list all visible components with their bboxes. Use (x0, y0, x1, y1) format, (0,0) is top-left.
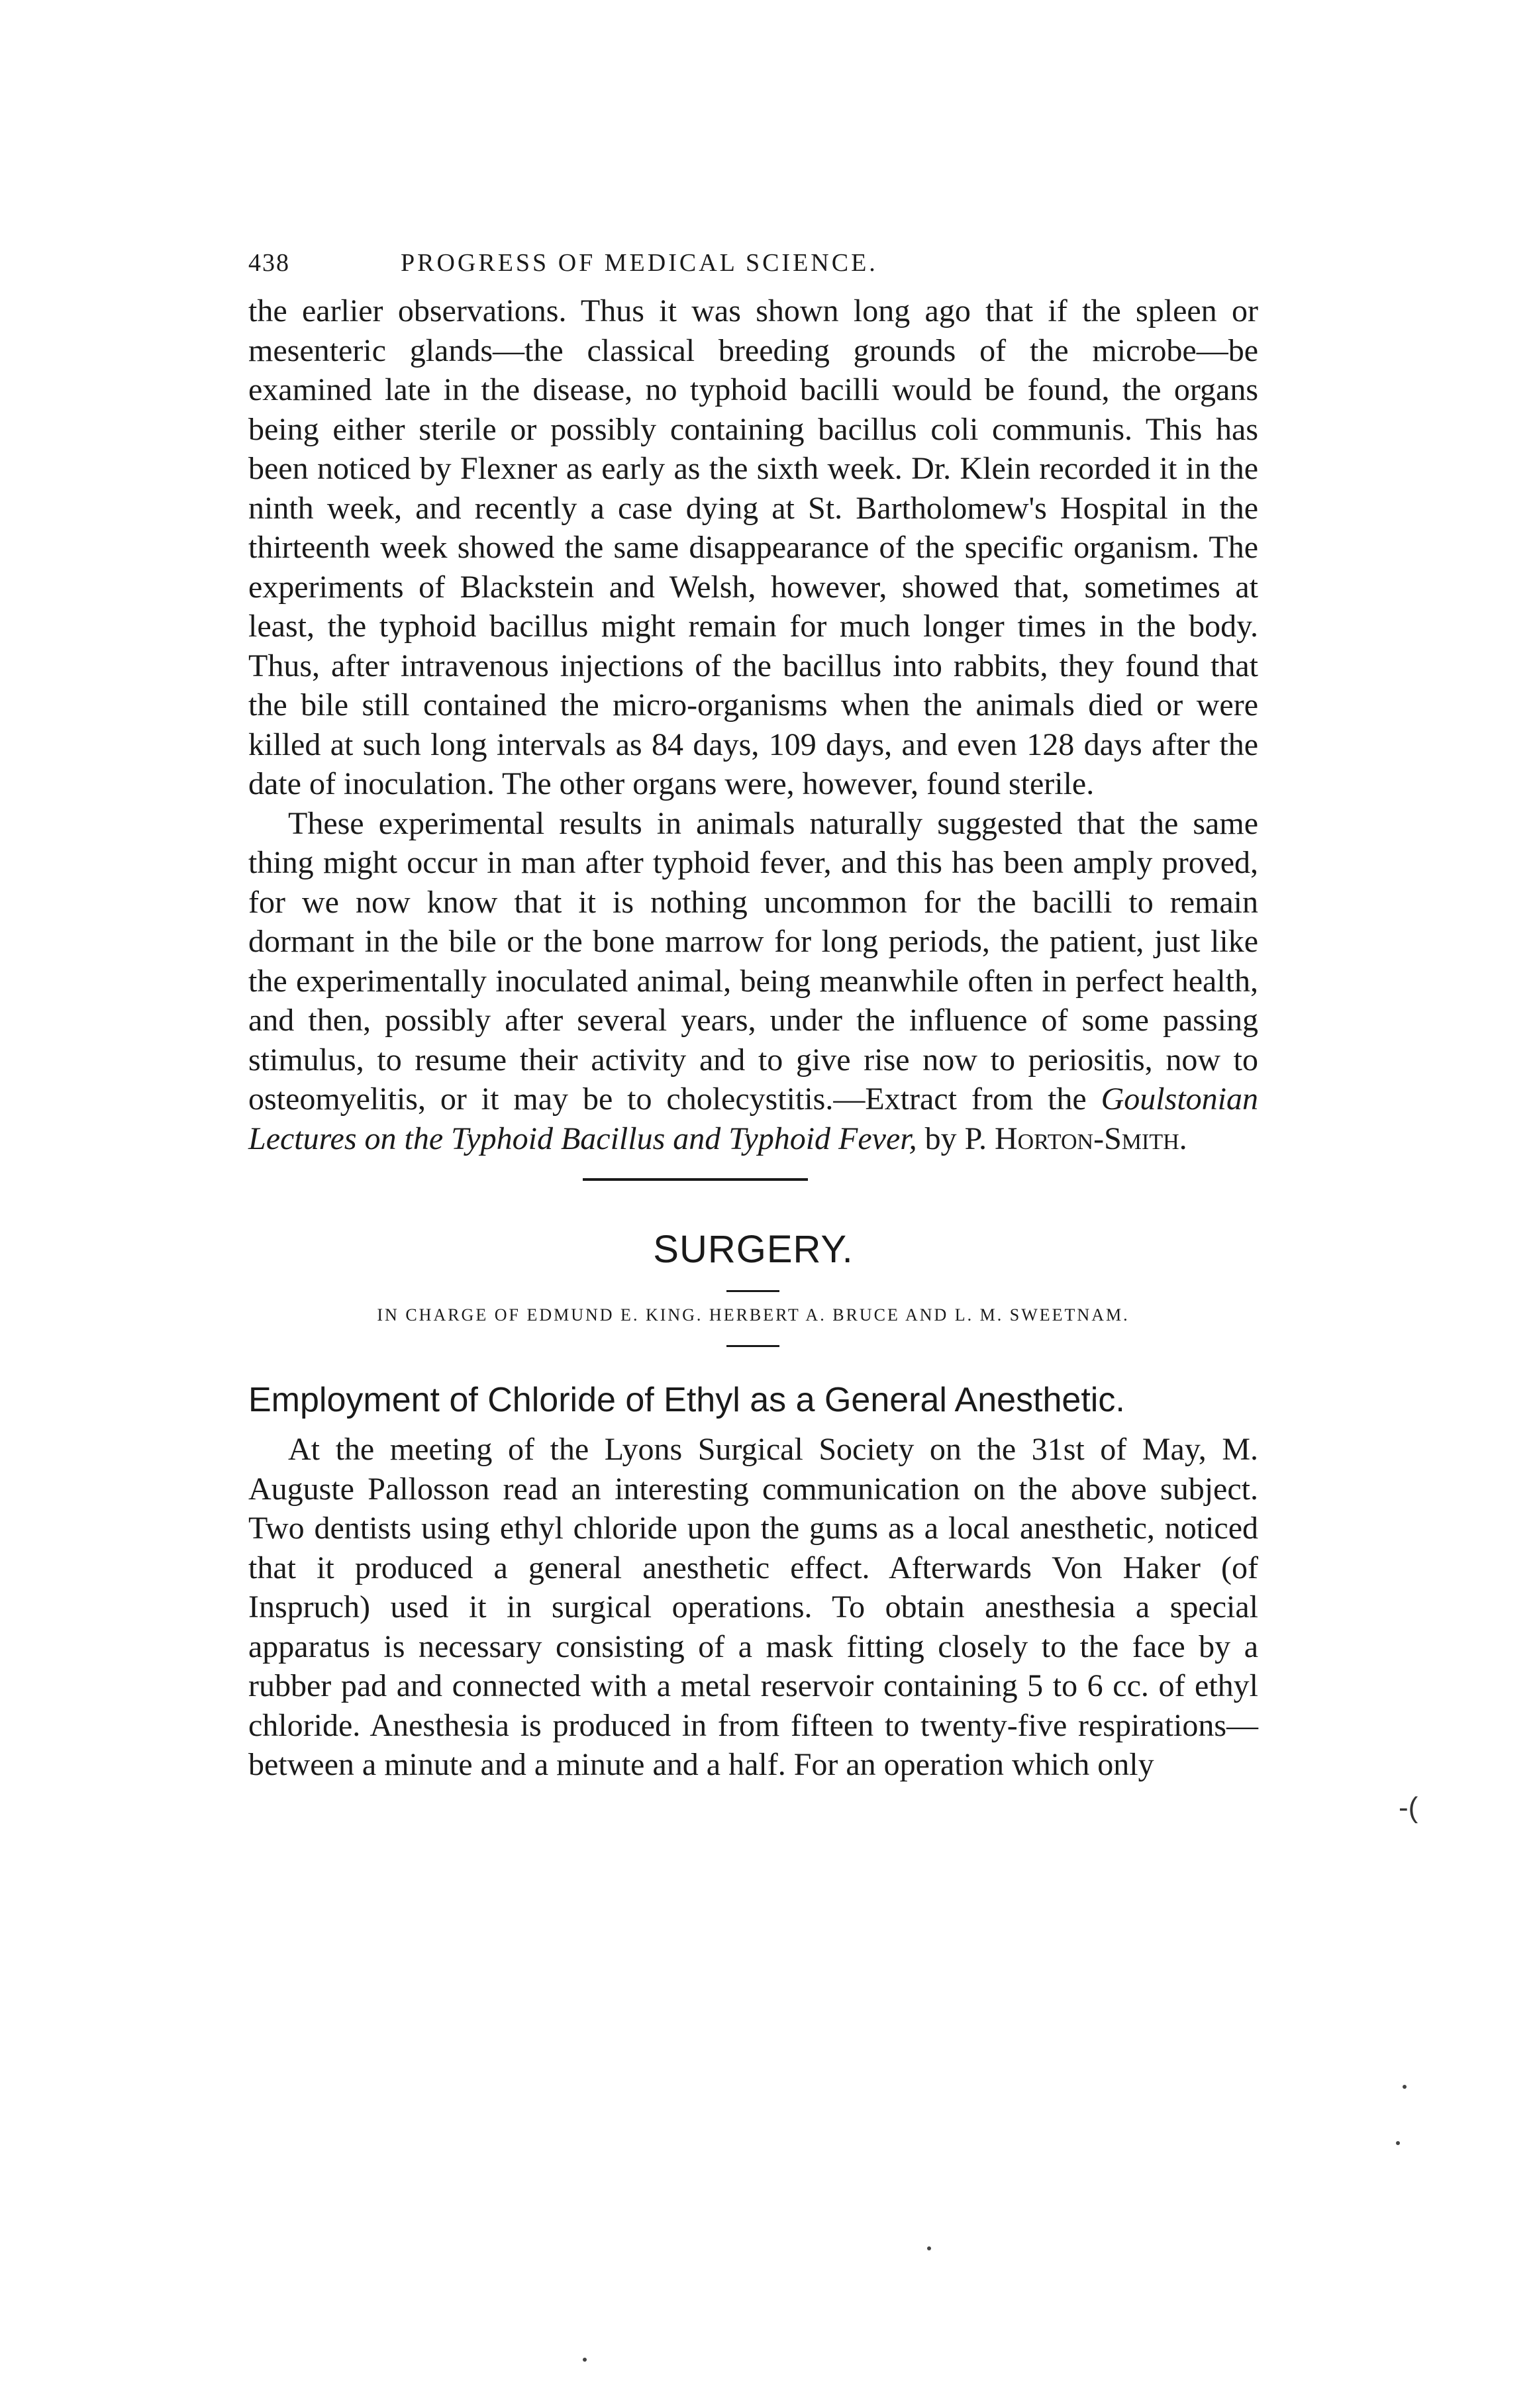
by-text: by (917, 1121, 965, 1156)
margin-dot (927, 2246, 931, 2250)
article-title: Employment of Chloride of Ethyl as a General Anesthetic. (248, 1381, 1125, 1419)
short-rule-2 (726, 1345, 779, 1347)
editors-line: IN CHARGE OF EDMUND E. KING. HERBERT A. BRUCE AND L. M. SWEETNAM. (377, 1305, 1130, 1325)
margin-dot (583, 2358, 587, 2362)
short-rule (726, 1290, 779, 1292)
page-number: 438 (248, 249, 290, 277)
margin-dot (1403, 2085, 1407, 2089)
running-head (248, 248, 1258, 288)
author-name: P. Horton-Smith. (964, 1121, 1187, 1156)
page (248, 248, 1258, 1785)
paragraph-text: These experimental results in animals naturally suggested that the same thing might occur in man after typhoid fever, and this has been amply proved, for we now know that it is nothing uncommon for the bacilli to remain dormant in the bile or the bone marrow for long periods, the patient, just like the experimentally inoculated animal, being meanwhile often in perfect health, and then, possibly after several years, under the influence of some passing stimulus, to resume their activity and to give rise now to periositis, now to osteomyelitis, or it may be to cholecystitis.—Extract from the (248, 805, 1258, 1117)
paragraph-typhoid (248, 804, 1258, 1159)
body-text (248, 291, 1258, 1158)
paragraph-continuation: the earlier observations. Thus it was shown long ago that if the spleen or mesenteric glands—the classical breeding grounds of the microbe—be examined late in the disease, no typhoid bacilli would be found, the organs being either sterile or possibly containing bacillus coli communis. This has been noticed by Flexner as early as the sixth week. Dr. Klein recorded it in the ninth week, and recently a case dying at St. Bartholomew's Hospital in the thirteenth week showed the same disappearance of the specific organism. The experiments of Blackstein and Welsh, however, showed that, sometimes at least, the typhoid bacillus might remain for much longer times in the body. Thus, after intravenous injections of the bacillus into rabbits, they found that the bile still contained the micro-organisms when the animals died or were killed at such long intervals as 84 days, 109 days, and even 128 days after the date of inoculation. The other organs were, however, found sterile. (248, 293, 1258, 801)
section-title: SURGERY. (653, 1228, 854, 1271)
lecture-title: Goulstonian Lectures on the Typhoid Bacillus and Typhoid Fever, (248, 1081, 1258, 1156)
article-body: At the meeting of the Lyons Surgical Society on the 31st of May, M. Auguste Pallosson read an interesting communication on the above subject. Two dentists using ethyl chloride upon the gums as a local anesthetic, noticed that it produced a general anesthetic effect. Afterwards Von Haker (of Inspruch) used it in surgical operations. To obtain anesthesia a special apparatus is necessary consisting of a mask fitting closely to the face by a rubber pad and connected with a metal reservoir containing 5 to 6 cc. of ethyl chloride. Anesthesia is produced in from fifteen to twenty-five respirations—between a minute and a minute and a half. For an operation which only (248, 1432, 1258, 1782)
running-title: PROGRESS OF MEDICAL SCIENCE. (401, 249, 878, 277)
article-body-container (248, 1430, 1258, 1785)
margin-dot (1396, 2141, 1400, 2145)
divider-rule (583, 1178, 808, 1181)
margin-mark: -( (1399, 1791, 1418, 1824)
